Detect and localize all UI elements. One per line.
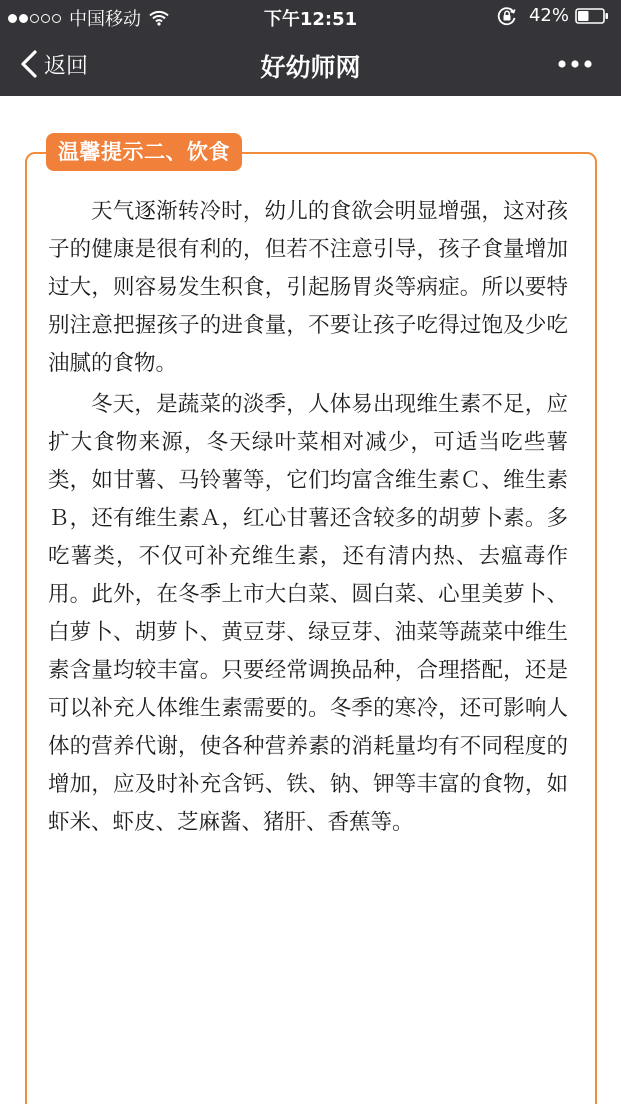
more-dots-icon[interactable] [557, 54, 593, 74]
orientation-lock-icon [497, 6, 517, 26]
section-tag: 温馨提示二、饮食 [46, 133, 242, 171]
article-body [48, 193, 568, 842]
article-paragraph: 天气逐渐转冷时，幼儿的食欲会明显增强，这对孩子的健康是很有利的，但若不注意引导，孩子食量增加过大，则容易发生积食，引起肠胃炎等病症。所以要特别注意把握孩子的进食量，不要让孩子吃得过饱及少吃油腻的食物。 [48, 199, 568, 376]
status-bar [0, 0, 621, 32]
page-title: 好幼师网 [260, 53, 361, 82]
article-paragraph: 冬天，是蔬菜的淡季，人体易出现维生素不足，应扩大食物来源，冬天绿叶菜相对减少，可适当吃些薯类，如甘薯、马铃薯等，它们均富含维生素Ｃ、维生素Ｂ，还有维生素Ａ，红心甘薯还含较多的胡萝卜素。多吃薯类，不仅可补充维生素，还有清内热、去瘟毒作用。此外，在冬季上市大白菜、圆白菜、心里美萝卜、白萝卜、胡萝卜、黄豆芽、绿豆芽、油菜等蔬菜中维生素含量均较丰富。只要经常调换品种，合理搭配，还是可以补充人体维生素需要的。冬季的寒冷，还可影响人体的营养代谢，使各种营养素的消耗量均有不同程度的增加，应及时补充含钙、铁、钠、钾等丰富的食物，如虾米、虾皮、芝麻酱、猪肝、香蕉等。 [48, 392, 568, 835]
battery-icon [575, 8, 609, 24]
status-right [497, 5, 609, 26]
status-time: 下午12:51 [263, 9, 358, 30]
top-bar [0, 0, 621, 96]
nav-bar [0, 32, 621, 96]
carrier-name: 中国移动 [69, 9, 141, 30]
back-label: 返回 [44, 53, 89, 79]
battery-percent: 42% [528, 5, 569, 26]
